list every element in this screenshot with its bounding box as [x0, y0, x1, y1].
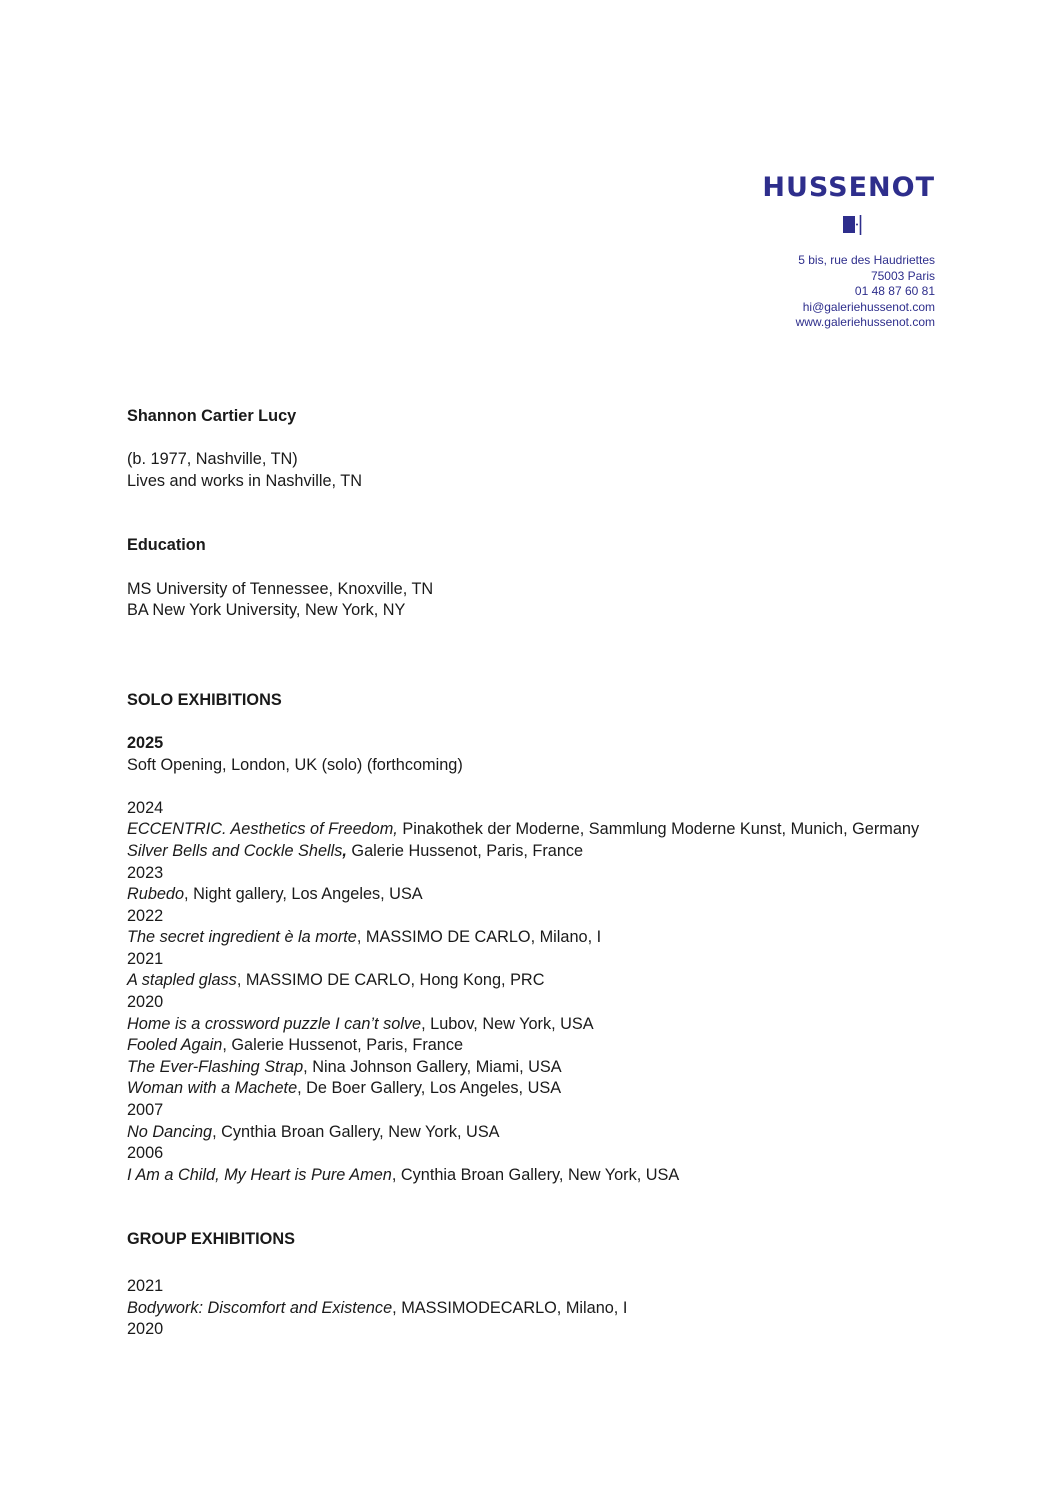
cv-content: [127, 406, 927, 1341]
address-street: 5 bis, rue des Haudriettes: [798, 253, 935, 267]
exhibition-entry: [127, 970, 927, 992]
exhibition-title: No Dancing: [127, 1122, 213, 1141]
exhibition-title: Fooled Again: [127, 1036, 223, 1055]
solo-heading: SOLO EXHIBITIONS: [127, 690, 282, 709]
exhibition-title-comma: ,: [342, 841, 347, 860]
spacer: [127, 622, 927, 690]
exhibition-venue: , MASSIMODECARLO, Milano, I: [392, 1298, 628, 1317]
exhibition-title: ECCENTRIC. Aesthetics of Freedom,: [127, 820, 398, 839]
exhibition-title: A stapled glass: [127, 971, 237, 990]
year-label: 2022: [127, 906, 164, 925]
year-label: 2021: [127, 1277, 164, 1295]
exhibition-entry: [127, 927, 927, 949]
exhibition-title: Woman with a Machete: [127, 1079, 298, 1098]
address-website[interactable]: www.galeriehussenot.com: [795, 315, 935, 330]
exhibition-venue: , Lubov, New York, USA: [421, 1014, 594, 1033]
exhibition-venue: Galerie Hussenot, Paris, France: [346, 841, 584, 860]
exhibition-title: Home is a crossword puzzle I can’t solve: [127, 1014, 422, 1033]
spacer: [127, 492, 927, 535]
letterhead: [675, 172, 935, 331]
exhibition-venue: , Cynthia Broan Gallery, New York, USA: [391, 1165, 680, 1184]
exhibition-title: Rubedo: [127, 885, 185, 904]
education-heading: Education: [127, 536, 206, 555]
year-label: 2023: [127, 863, 164, 882]
group-heading: GROUP EXHIBITIONS: [127, 1230, 295, 1249]
address-email[interactable]: hi@galeriehussenot.com: [802, 299, 935, 314]
spacer: [127, 711, 927, 733]
exhibition-venue: , MASSIMO DE CARLO, Milano, I: [356, 928, 602, 947]
exhibition-venue: , Galerie Hussenot, Paris, France: [222, 1036, 464, 1055]
gallery-logo: HUSSENOT: [762, 172, 935, 203]
exhibition-venue: , Cynthia Broan Gallery, New York, USA: [212, 1122, 500, 1141]
exhibition-entry: [127, 841, 927, 863]
artist-name: Shannon Cartier Lucy: [127, 407, 297, 425]
exhibition-entry: [127, 1057, 927, 1079]
exhibition-title: The secret ingredient è la morte: [127, 928, 357, 947]
door-icon: [842, 214, 864, 236]
exhibition-title: The Ever-Flashing Strap: [127, 1057, 304, 1076]
spacer: [127, 776, 927, 798]
exhibition-entry: [127, 819, 927, 841]
exhibition-venue: , Nina Johnson Gallery, Miami, USA: [303, 1057, 562, 1076]
exhibition-venue: , Night gallery, Los Angeles, USA: [184, 885, 423, 904]
education-item: BA New York University, New York, NY: [127, 601, 406, 620]
exhibition-entry: [127, 1165, 927, 1187]
exhibition-entry: [127, 1078, 927, 1100]
year-label: 2021: [127, 949, 164, 968]
year-label: 2007: [127, 1101, 164, 1120]
artist-born: (b. 1977, Nashville, TN): [127, 450, 298, 469]
year-label: 2006: [127, 1144, 164, 1163]
exhibition-entry: [127, 1035, 927, 1057]
year-label: 2025: [127, 733, 164, 752]
artist-lives: Lives and works in Nashville, TN: [127, 471, 362, 490]
exhibition-venue: , De Boer Gallery, Los Angeles, USA: [297, 1079, 562, 1098]
exhibition-entry: [127, 1014, 927, 1036]
exhibition-entry: [127, 1122, 927, 1144]
spacer: [127, 1186, 927, 1229]
exhibition-title: I Am a Child, My Heart is Pure Amen: [127, 1165, 392, 1184]
exhibition-venue: , MASSIMO DE CARLO, Hong Kong, PRC: [236, 971, 545, 990]
exhibition-title: Silver Bells and Cockle Shells: [127, 841, 343, 860]
year-label: 2020: [127, 1320, 164, 1339]
spacer: [127, 428, 927, 450]
gallery-address: [675, 253, 935, 331]
spacer: [127, 557, 927, 579]
exhibition-entry: Soft Opening, London, UK (solo) (forthcoming): [127, 755, 463, 774]
address-phone: 01 48 87 60 81: [854, 284, 935, 299]
exhibition-entry: [127, 884, 927, 906]
exhibition-title: Bodywork: Discomfort and Existence: [127, 1298, 393, 1317]
exhibition-entry: [127, 1298, 927, 1320]
year-label: 2024: [127, 798, 164, 817]
year-label: 2020: [127, 993, 164, 1012]
exhibition-venue: Pinakothek der Moderne, Sammlung Moderne Kunst, Munich, Germany: [397, 820, 920, 839]
spacer: [127, 1251, 927, 1276]
address-city: 75003 Paris: [870, 268, 935, 283]
education-item: MS University of Tennessee, Knoxville, TN: [127, 579, 434, 598]
